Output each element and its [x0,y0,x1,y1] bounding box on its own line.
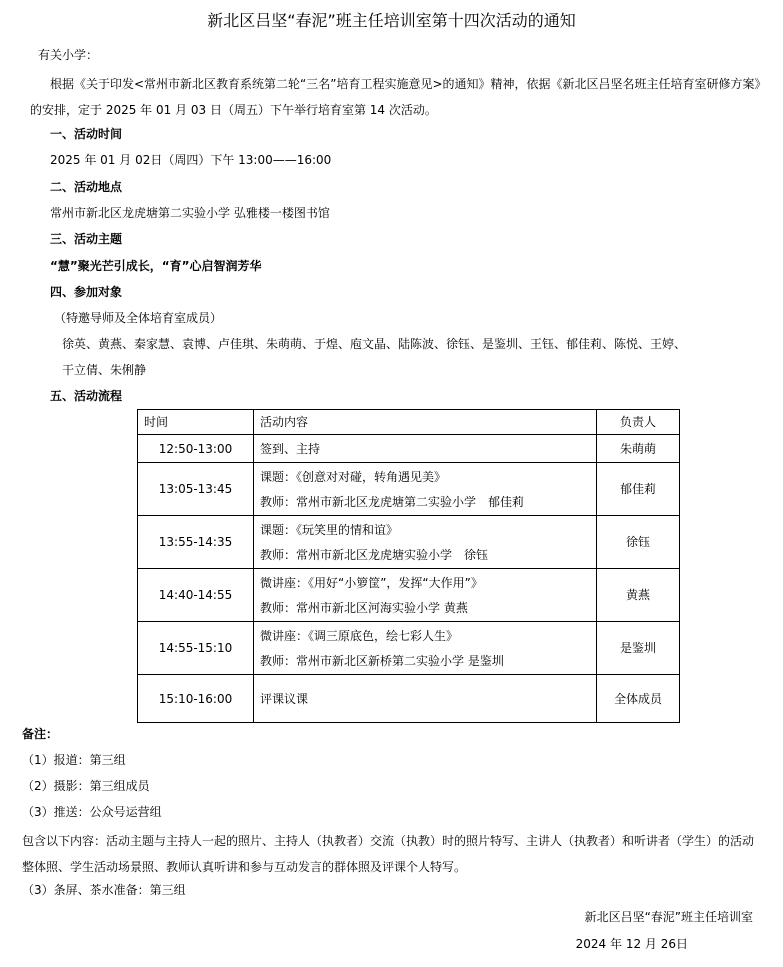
row-person: 徐钰 [597,516,680,569]
row-time: 14:40-14:55 [138,569,254,622]
notes-heading: 备注： [22,727,59,741]
row-time: 15:10-16:00 [138,675,254,723]
participants-heading: 四、参加对象 [50,285,123,299]
row-activity-line1: 微讲座：《用好“小箩筐”，发挥“大作用”》 [260,575,483,590]
note-detail: 包含以下内容：活动主题与主持人一起的照片、主持人（执教者）交流（执教）时的照片特写、主讲人（执教者）和听讲者（学生）的活动整体照、学生活动场景照、教师认真听讲和参与互动发言的群体照及评课个人特写。 [22,834,755,874]
row-activity-line1: 评课议课 [260,691,309,706]
greeting: 有关小学： [38,48,99,62]
note-item-3: （3）推送：公众号运营组 [22,805,162,819]
row-person: 全体成员 [597,675,680,723]
row-activity [254,569,597,622]
time-value: 2025 年 01 月 02日（周四）下午 13:00——16:00 [50,153,332,167]
row-activity-line2: 教师：常州市新北区新桥第二实验小学 是鉴圳 [260,653,504,668]
row-activity [254,675,597,723]
row-time: 12:50-13:00 [138,435,254,463]
table-row [138,569,680,622]
participants-note: （特邀导师及全体培育室成员） [54,311,223,325]
row-activity-line1: 课题：《玩笑里的情和谊》 [260,522,399,537]
row-activity [254,435,597,463]
row-time: 14:55-15:10 [138,622,254,675]
row-activity-line2: 教师：常州市新北区龙虎塘第二实验小学 郁佳莉 [260,494,525,509]
participants-list-line-2: 干立倩、朱俐静 [62,363,147,377]
header-activity: 活动内容 [254,410,597,435]
row-person: 是鉴圳 [597,622,680,675]
table-row [138,463,680,516]
table-row [138,516,680,569]
row-activity-line2: 教师：常州市新北区河海实验小学 黄燕 [260,600,468,615]
row-activity [254,463,597,516]
row-activity-line1: 课题：《创意对对碰，转角遇见美》 [260,469,447,484]
time-heading: 一、活动时间 [50,127,123,141]
row-person: 朱萌萌 [597,435,680,463]
notice-title: 新北区吕坚“春泥”班主任培训室第十四次活动的通知 [207,11,576,30]
row-activity [254,622,597,675]
flow-heading: 五、活动流程 [50,389,123,403]
row-activity-line1: 微讲座：《调三原底色，绘七彩人生》 [260,628,459,643]
row-person: 黄燕 [597,569,680,622]
row-time: 13:55-14:35 [138,516,254,569]
participants-list-line-1: 徐英、黄燕、秦家慧、袁博、卢佳琪、朱萌萌、于煌、庖文晶、陆陈波、徐钰、是鉴圳、王钰、郁佳莉、陈悦、王婷、 [62,337,687,351]
intro-paragraph: 根据《关于印发<常州市新北区教育系统第二轮“三名”培育工程实施意见>的通知》精神，依据《新北区吕坚名班主任培育室研修方案》的安排，定于 2025 年 01 月 03 日（周五）下午举行培育室第 14 次活动。 [30,77,761,117]
table-row [138,622,680,675]
row-activity-line1: 签到、主持 [260,441,321,456]
header-time: 时间 [138,410,254,435]
note-item-4: （3）条屏、茶水准备：第三组 [22,883,186,897]
signature-organization: 新北区吕坚“春泥”班主任培训室 [584,910,753,924]
row-activity [254,516,597,569]
theme-heading: 三、活动主题 [50,232,123,246]
table-row [138,675,680,723]
table-row [138,435,680,463]
signature-date: 2024 年 12 月 26日 [575,937,688,951]
note-item-1: （1）报道：第三组 [22,753,126,767]
place-value: 常州市新北区龙虎塘第二实验小学 弘雅楼一楼图书馆 [50,206,330,220]
row-activity-line2: 教师：常州市新北区龙虎塘实验小学 徐钰 [260,547,489,562]
header-responsible: 负责人 [597,410,680,435]
row-time: 13:05-13:45 [138,463,254,516]
table-header-row [138,410,680,435]
note-item-2: （2）摄影：第三组成员 [22,779,150,793]
activity-flow-table [137,409,680,723]
row-person: 郁佳莉 [597,463,680,516]
theme-value: “慧”聚光芒引成长，“育”心启智润芳华 [50,259,262,273]
place-heading: 二、活动地点 [50,180,123,194]
